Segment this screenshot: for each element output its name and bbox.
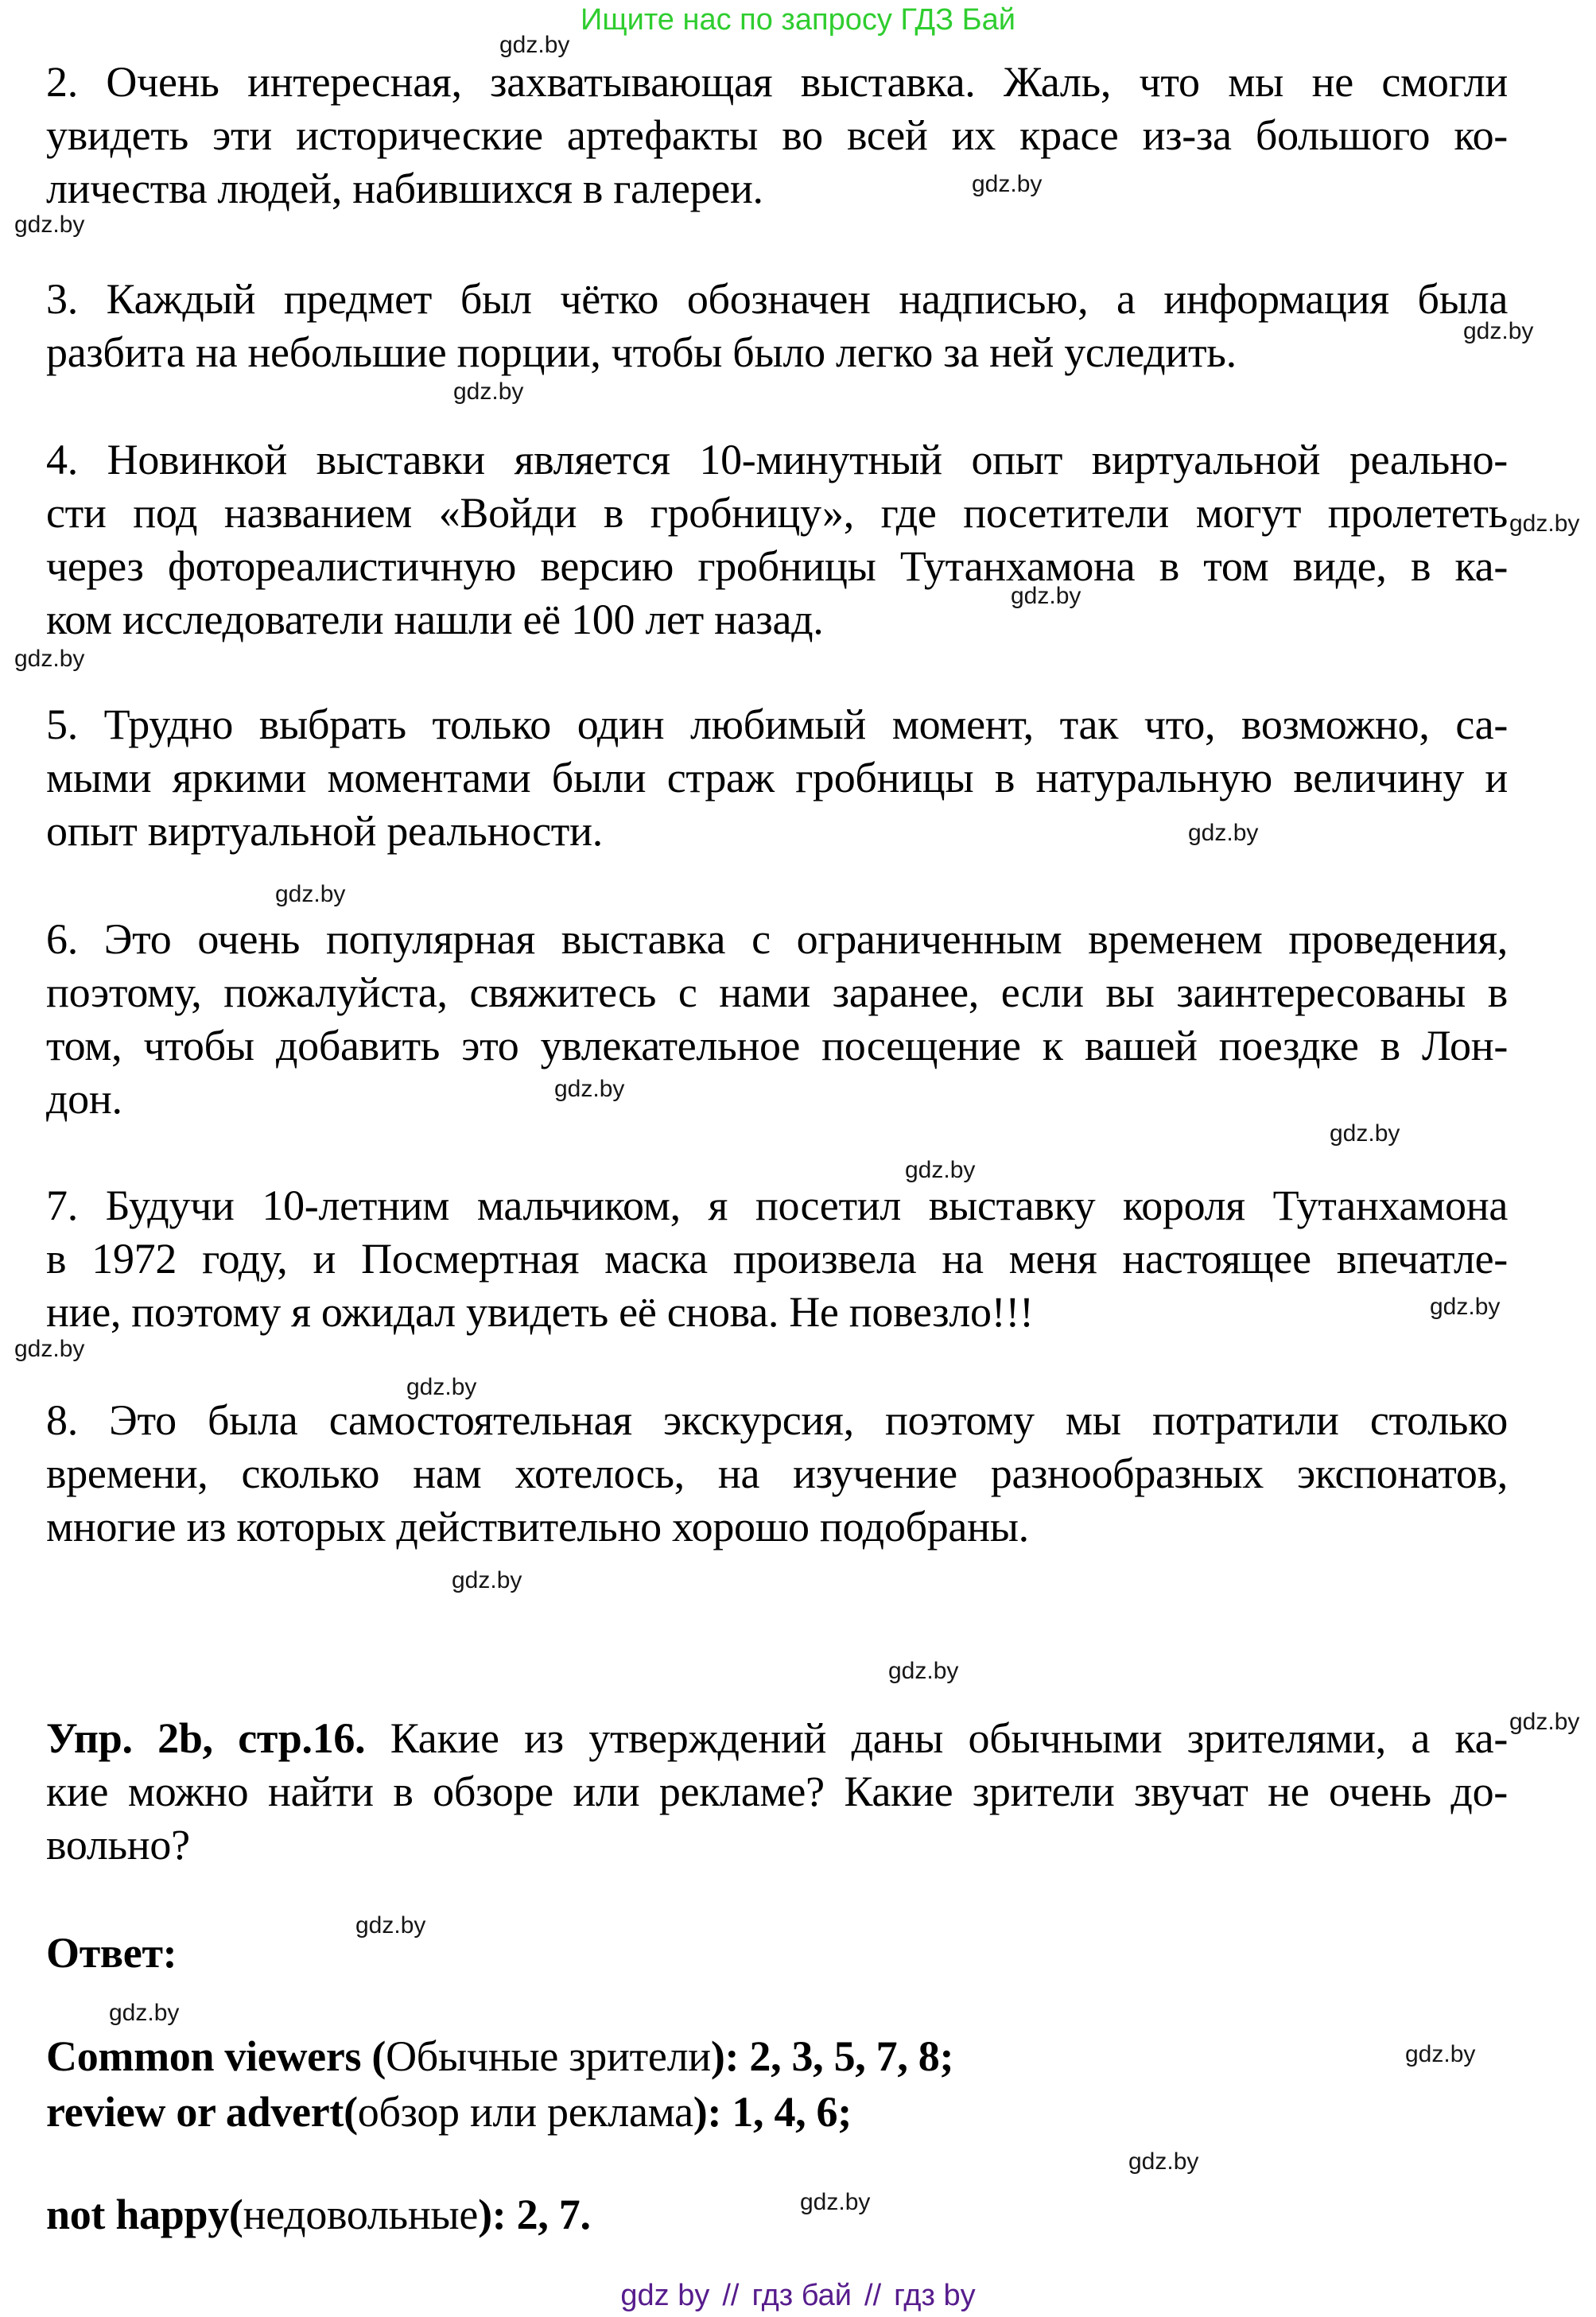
gdz-watermark: gdz.by	[1330, 1120, 1400, 1147]
text-line: поэтому, пожалуйста, свяжитесь с нами заранее, если вы заинтересованы в	[46, 968, 1508, 1016]
answer-bold-text: not happy(	[46, 2191, 243, 2238]
answer-not-happy-block	[46, 2187, 1508, 2242]
answer-regular-text: обзор или реклама	[357, 2088, 693, 2136]
gdz-watermark: gdz.by	[14, 212, 85, 238]
gdz-watermark: gdz.by	[14, 646, 85, 672]
text-line: 3. Каждый предмет был чётко обозначен надписью, а информация была	[46, 275, 1508, 323]
gdz-watermark: gdz.by	[554, 1076, 625, 1102]
task-question-start: Какие из утверждений даны обычными зрителями, а ка-	[365, 1714, 1509, 1762]
text-line: ком исследователи нашли её 100 лет назад.	[46, 596, 824, 643]
gdz-watermark: gdz.by	[355, 1912, 426, 1939]
gdz-watermark: gdz.by	[905, 1157, 976, 1183]
gdz-watermark: gdz.by	[1509, 1709, 1580, 1735]
task-block	[46, 1712, 1508, 1872]
answer-bold-text: ): 1, 4, 6;	[693, 2088, 852, 2136]
answer-bold-text: ): 2, 3, 5, 7, 8;	[710, 2032, 954, 2080]
text-line: многие из которых действительно хорошо подобраны.	[46, 1503, 1029, 1550]
gdz-watermark: gdz.by	[109, 2000, 180, 2026]
text-line: 4. Новинкой выставки является 10-минутный опыт виртуальной реально-	[46, 436, 1508, 483]
paragraph-5	[46, 698, 1508, 858]
gdz-watermark: gdz.by	[1509, 510, 1580, 537]
text-line: через фотореалистичную версию гробницы Тутанхамона в том виде, в ка-	[46, 542, 1508, 590]
gdz-watermark: gdz.by	[1011, 583, 1081, 609]
answer-review-advert	[46, 2084, 1508, 2140]
paragraph-8	[46, 1394, 1508, 1554]
answer-bold-text: Common viewers (	[46, 2032, 386, 2080]
gdz-watermark: gdz.by	[1405, 2041, 1476, 2067]
gdz-watermark: gdz.by	[275, 881, 346, 907]
gdz-watermark: gdz.by	[972, 171, 1043, 197]
paragraph-7	[46, 1179, 1508, 1339]
text-line: 6. Это очень популярная выставка с ограниченным временем проведения,	[46, 915, 1508, 963]
answer-regular-text: недовольные	[243, 2191, 479, 2238]
text-line: в 1972 году, и Посмертная маска произвела на меня настоящее впечатле-	[46, 1235, 1508, 1283]
gdz-watermark: gdz.by	[453, 378, 524, 405]
paragraph-6	[46, 913, 1508, 1126]
gdz-watermark: gdz.by	[888, 1658, 959, 1684]
footer-link-gdz-bai[interactable]: гдз бай	[751, 2279, 852, 2312]
answer-lines	[46, 2028, 1508, 2140]
text-line: 7. Будучи 10-летним мальчиком, я посетил выставку короля Тутанхамона	[46, 1182, 1508, 1229]
text-line: времени, сколько нам хотелось, на изучение разнообразных экспонатов,	[46, 1450, 1508, 1497]
answer-not-happy	[46, 2187, 1508, 2242]
text-line: мыми яркими моментами были страж гробницы в натуральную величину и	[46, 754, 1508, 801]
text-line: личества людей, набившихся в галереи.	[46, 165, 763, 212]
gdz-watermark: gdz.by	[499, 32, 570, 58]
text-line: 8. Это была самостоятельная экскурсия, поэтому мы потратили столько	[46, 1396, 1508, 1444]
text-line: увидеть эти исторические артефакты во всей их красе из-за большого ко-	[46, 111, 1508, 159]
text-line: кие можно найти в обзоре или рекламе? Какие зрители звучат не очень до-	[46, 1768, 1508, 1815]
promo-banner: Ищите нас по запросу ГДЗ Бай	[581, 3, 1015, 37]
answer-label: Ответ:	[46, 1929, 177, 1977]
gdz-watermark: gdz.by	[1430, 1294, 1501, 1320]
text-line: сти под названием «Войди в гробницу», где посетители могут пролететь	[46, 489, 1508, 537]
footer-link-gdz-by[interactable]: gdz by	[620, 2279, 710, 2312]
footer-separator: //	[722, 2279, 740, 2312]
gdz-watermark: gdz.by	[1463, 318, 1534, 344]
text-line: дон.	[46, 1075, 122, 1123]
gdz-watermark: gdz.by	[1128, 2148, 1199, 2175]
text-line: 2. Очень интересная, захватывающая выставка. Жаль, что мы не смогли	[46, 58, 1508, 106]
paragraph-4	[46, 433, 1508, 646]
gdz-watermark: gdz.by	[406, 1374, 477, 1400]
text-line: 5. Трудно выбрать только один любимый момент, так что, возможно, са-	[46, 701, 1508, 748]
answer-regular-text: Обычные зрители	[386, 2032, 711, 2080]
footer-separator: //	[864, 2279, 882, 2312]
answer-bold-text: ): 2, 7.	[478, 2191, 591, 2238]
text-line: ние, поэтому я ожидал увидеть её снова. Не повезло!!!	[46, 1288, 1034, 1336]
text-line	[46, 1712, 1508, 1765]
gdz-watermark: gdz.by	[1188, 820, 1259, 846]
text-line: том, чтобы добавить это увлекательное посещение к вашей поездке в Лон-	[46, 1022, 1508, 1069]
answer-common-viewers	[46, 2028, 1508, 2084]
footer-links	[0, 2279, 1596, 2313]
task-label: Упр. 2b, стр.16.	[46, 1714, 366, 1762]
text-line: вольно?	[46, 1821, 190, 1869]
gdz-watermark: gdz.by	[800, 2189, 871, 2215]
footer-link-gdz-by-2[interactable]: гдз by	[894, 2279, 976, 2312]
gdz-watermark: gdz.by	[452, 1567, 522, 1593]
answer-block	[46, 1927, 1508, 1980]
gdz-watermark: gdz.by	[14, 1336, 85, 1362]
paragraph-3	[46, 273, 1508, 379]
paragraph-2	[46, 56, 1508, 215]
answer-bold-text: review or advert(	[46, 2088, 358, 2136]
text-line: разбита на небольшие порции, чтобы было легко за ней уследить.	[46, 328, 1237, 376]
text-line: опыт виртуальной реальности.	[46, 807, 603, 855]
